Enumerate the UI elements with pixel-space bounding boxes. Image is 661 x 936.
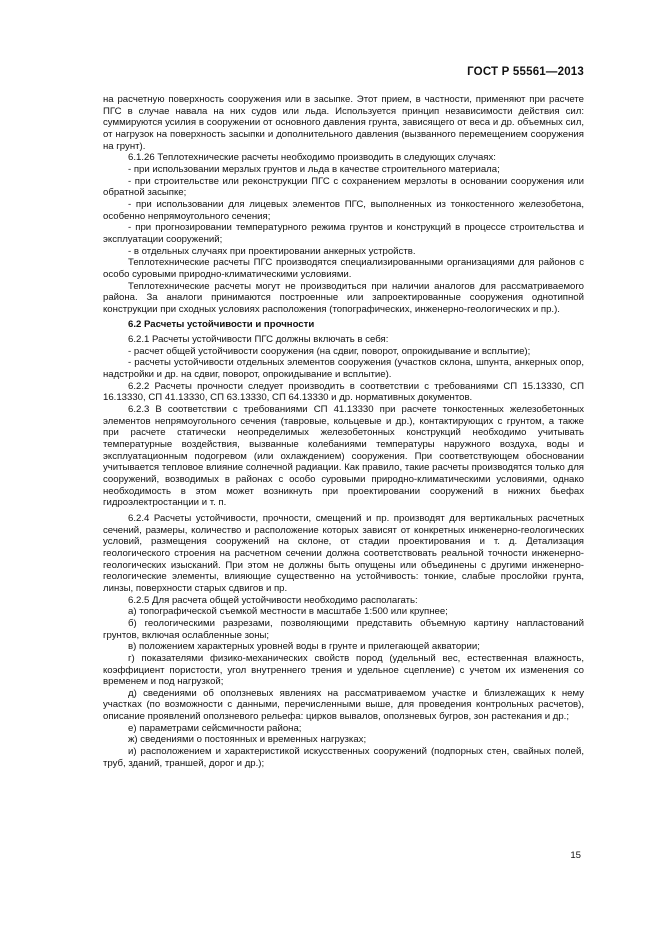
section-heading-6-2: 6.2 Расчеты устойчивости и прочности: [128, 319, 315, 331]
page-number: 15: [570, 850, 581, 861]
standard-header: ГОСТ Р 55561—2013: [467, 66, 584, 78]
list-item: - при строительстве или реконструкции ПГС с сохранением мерзлоты в основании сооружения или обратной засыпке;: [103, 175, 584, 199]
clause-6-1-26: 6.1.26 Теплотехнические расчеты необходимо производить в следующих случаях:: [128, 152, 496, 164]
list-item: - в отдельных случаях при проектировании анкерных устройств.: [128, 245, 416, 257]
list-item: - расчет общей устойчивости сооружения (на сдвиг, поворот, опрокидывание и всплытие);: [128, 345, 531, 357]
clause-6-2-2: 6.2.2 Расчеты прочности следует производить в соответствии с требованиями СП 15.13330, СП 16.13330, СП 41.13330, СП 63.13330, СП 64.13330 и др. нормативных документов.: [103, 380, 584, 404]
list-item: б) геологическими разрезами, позволяющими представить объемную картину напластований грунтов, включая ослабленные зоны;: [103, 617, 584, 641]
clause-6-2-3: 6.2.3 В соответствии с требованиями СП 41.13330 при расчете тонкостенных железобетонных элементов непрямоугольного сечения (тавровые, кольцевые и др.), контактирующих с грунтом, а также при расчете статически неопределимых железобетонных конструкций необходимо учитывать температурные воздействия, вызванные колебаниями температуры наружного воздуха, воды и эксплуатационным подогревом (или охлаждением) сооружения. При соответствующем обосновании учитывается тепловое влияние солнечной радиации. Как правило, такие расчеты производятся только для сооружений, возводимых в районах с особо суровыми природно-климатическими условиями, однако необходимость в этом может возникнуть при проектировании сооружений в нижних бьефах гидроэлектростанции и т. п.: [103, 404, 584, 509]
document-body: [103, 94, 584, 769]
list-item: в) положением характерных уровней воды в грунте и прилегающей акватории;: [128, 641, 480, 653]
list-item: - при использовании для лицевых элементов ПГС, выполненных из тонкостенного железобетона, особенно непрямоугольного сечения;: [103, 198, 584, 222]
list-item: д) сведениями об оползневых явлениях на рассматриваемом участке и близлежащих к нему участках (по возможности с данными, перечисленными выше, для проведения контрольных расчетов), описание проявлений оползневого рельефа: цирков вывалов, оползневых бугров, зон растекания и др.;: [103, 687, 584, 723]
list-item: е) параметрами сейсмичности района;: [128, 722, 302, 734]
paragraph: Теплотехнические расчеты ПГС производятся специализированными организациями для районов с особо суровыми природно-климатическими условиями.: [103, 257, 584, 280]
paragraph-continuation: на расчетную поверхность сооружения или в засыпке. Этот прием, в частности, применяют при расчете ПГС в случае навала на них судов или льда. Используется принцип независимости действия сил: суммируются усилия в сооружении от основного давления грунта, зависящего от веса и др. объемных сил, от нагрузок на поверхность засыпки и дополнительного давления (вызванного перемещением сооружения на грунт).: [103, 94, 584, 152]
paragraph: Теплотехнические расчеты могут не производиться при наличии аналогов для рассматриваемого района. За аналоги принимаются построенные или запроектированные сооружения однотипной конструкции при сходных условиях расположения (топографических, инженерно-геологических и пр.).: [103, 280, 584, 315]
list-item: - при использовании мерзлых грунтов и льда в качестве строительного материала;: [128, 163, 500, 175]
list-item: и) расположением и характеристикой искусственных сооружений (подпорных стен, свайных полей, труб, зданий, траншей, дорог и др.);: [103, 746, 584, 769]
list-item: а) топографической съемкой местности в масштабе 1:500 или крупнее;: [128, 606, 448, 618]
list-item: - при прогнозировании температурного режима грунтов и конструкций в процессе строительства и эксплуатации сооружений;: [103, 222, 584, 245]
list-item: - расчеты устойчивости отдельных элементов сооружения (участков склона, шпунта, анкерных опор, надстройки и др. на сдвиг, поворот, опрокидывание и всплытие).: [103, 357, 584, 381]
clause-6-2-4: 6.2.4 Расчеты устойчивости, прочности, смещений и пр. производят для вертикальных расчетных сечений, размеры, количество и расположение которых зависят от конкретных инженерно-геологических условий, размещения сооружений на склоне, от стадии проектирования и т. д. Детализация геологического строения на расчетном сечении должна соответствовать реальной точности инженерно-геологических изысканий. При этом не должны быть опущены или объединены с другими инженерно-геологические элементы, влияющие существенно на устойчивость: тонкие, слабые прослойки грунта, линзы, поверхности старых сдвигов и пр.: [103, 512, 584, 594]
list-item: ж) сведениями о постоянных и временных нагрузках;: [128, 734, 367, 746]
clause-6-2-1: 6.2.1 Расчеты устойчивости ПГС должны включать в себя:: [128, 334, 389, 346]
clause-6-2-5: 6.2.5 Для расчета общей устойчивости необходимо располагать:: [128, 594, 418, 606]
list-item: г) показателями физико-механических свойств пород (удельный вес, естественная влажность, коэффициент пористости, угол внутреннего трения и удельное сцепление) с учетом их изменения со временем и под нагрузкой;: [103, 652, 584, 688]
